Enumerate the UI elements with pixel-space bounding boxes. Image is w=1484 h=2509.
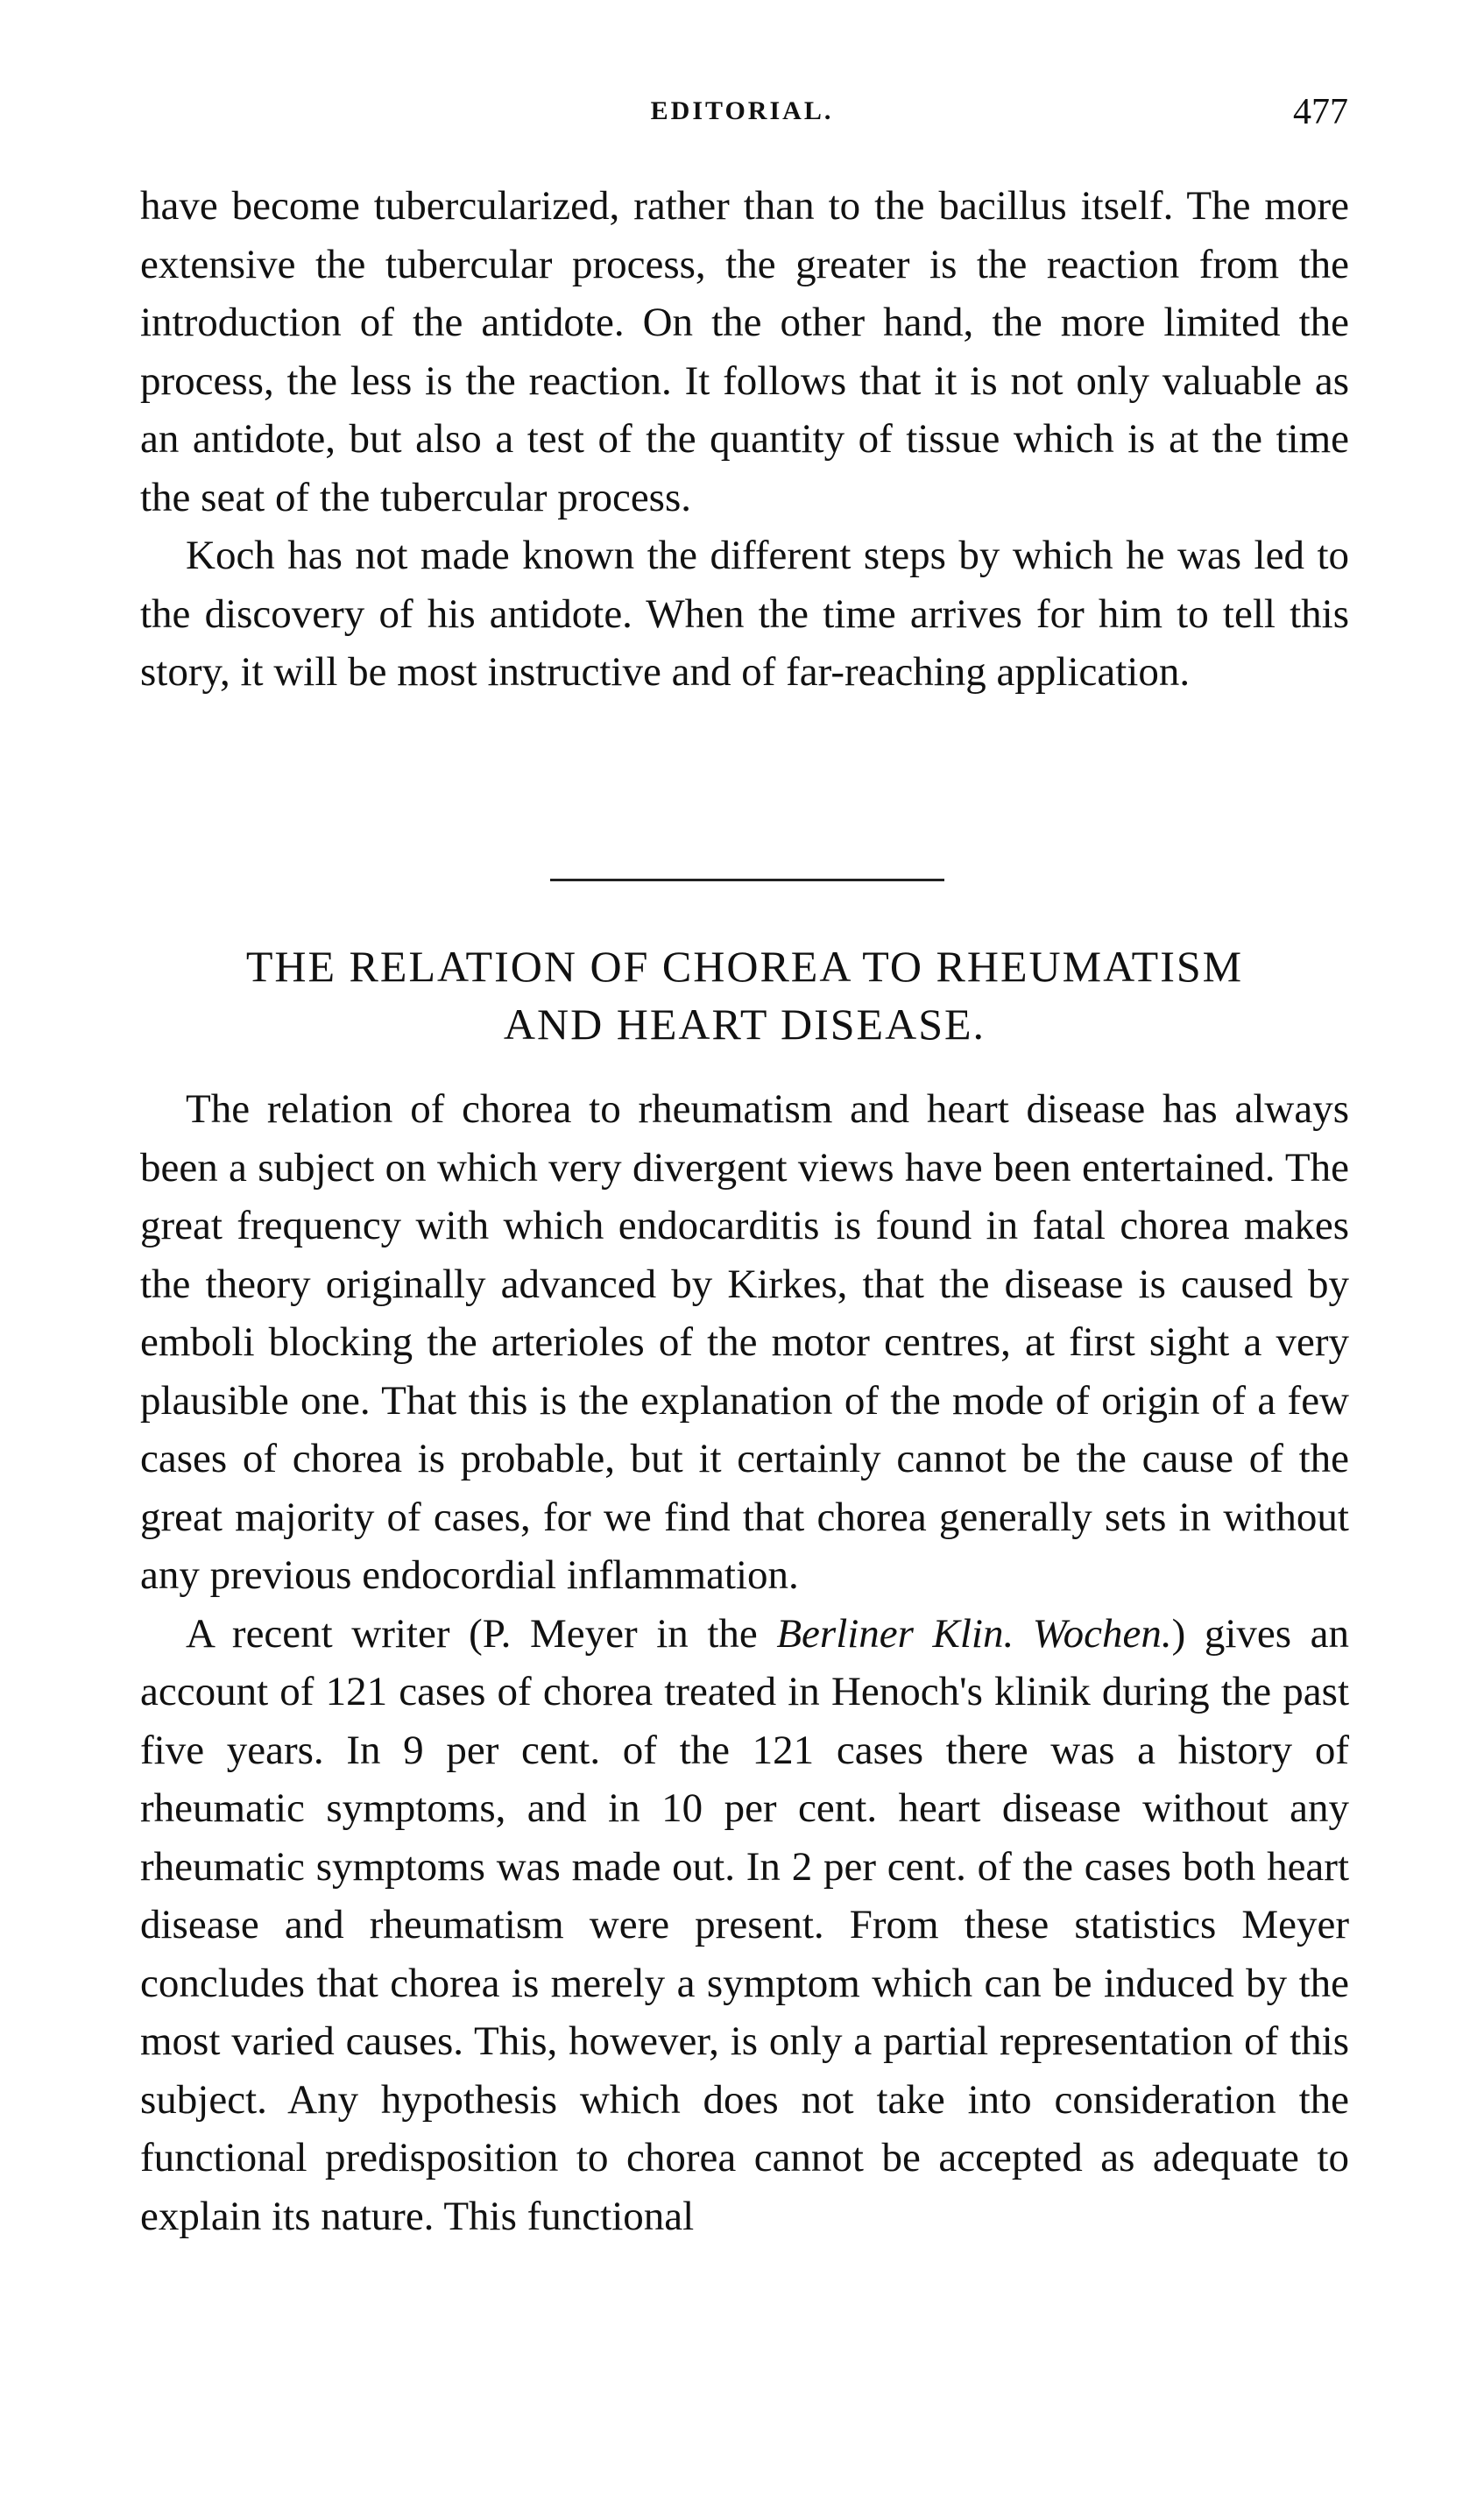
running-title: EDITORIAL. <box>650 96 834 125</box>
article-body <box>140 1080 1349 2245</box>
article-paragraph-2 <box>140 1605 1349 2246</box>
article-title-line-2: AND HEART DISEASE. <box>503 1000 986 1049</box>
paragraph-2-lead: A recent writer (P. Meyer in the <box>186 1610 777 1657</box>
article-paragraph-1: The relation of chorea to rheumatism and heart disease has always been a subject on which very divergent views have been entertained. The great frequency with which endocarditis is found in fatal chorea makes the theory originally advanced by Kirkes, that the disease is caused by emboli blocking the arterioles of the motor centres, at first sight a very plausible one. That this is the explanation of the mode of origin of a few cases of chorea is probable, but it certainly cannot be the cause of the great majority of cases, for we find that chorea generally sets in without any previous endocordial inflammation. <box>140 1086 1349 1598</box>
continued-text-block <box>140 177 1349 702</box>
article-title <box>140 937 1349 1053</box>
running-head <box>0 88 1484 140</box>
koch-paragraph: Koch has not made known the different steps by which he was led to the discovery of his antidote. When the time arrives for him to tell this story, it will be most instructive and of far-reaching application. <box>140 533 1349 695</box>
continued-paragraph: have become tubercularized, rather than to the bacillus itself. The more extensive the tubercular process, the greater is the reaction from the introduction of the antidote. On the other hand, the more limited the process, the less is the reaction. It follows that it is not only valuable as an antidote, but also a test of the quantity of tissue which is at the time the seat of the tubercular process. <box>140 183 1349 520</box>
page-number: 477 <box>1293 92 1348 132</box>
article-title-line-1: THE RELATION OF CHOREA TO RHEUMATISM <box>245 942 1244 991</box>
journal-name: Berliner Klin. Wochen. <box>776 1610 1172 1657</box>
paragraph-2-body: ) gives an account of 121 cases of chorea treated in Henoch's klinik during the past five years. In 9 per cent. of the 121 cases there was a history of rheumatic symptoms, and in 10 per cent. heart disease without any rheumatic symptoms was made out. In 2 per cent. of the cases both heart disease and rheumatism were present. From these statistics Meyer concludes that chorea is merely a symptom which can be induced by the most varied causes. This, however, is only a partial representation of this subject. Any hypothesis which does not take into consideration the functional predisposition to chorea cannot be accepted as adequate to explain its nature. This functional <box>140 1610 1349 2239</box>
section-divider <box>550 879 944 881</box>
